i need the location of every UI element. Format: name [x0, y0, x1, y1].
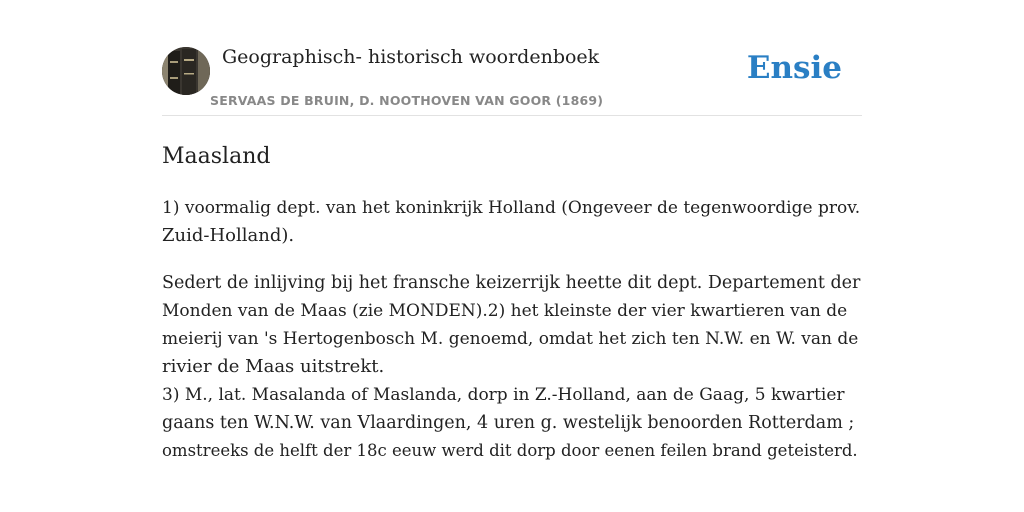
text-line: gaans ten W.N.W. van Vlaardingen, 4 uren g. westelijk benoorden Rotterdam ;: [162, 413, 855, 433]
ensie-logo-link[interactable]: Ensie: [746, 50, 842, 86]
book-title[interactable]: Geographisch- historisch woordenboek: [222, 46, 600, 68]
text-line: meierij van 's Hertogenbosch M. genoemd, omdat het zich ten N.W. en W. van de: [162, 329, 859, 349]
entry-content: [162, 138, 862, 484]
text-line: Sedert de inlijving bij het fransche keizerrijk heette dit dept. Departement der: [162, 273, 861, 293]
text-line: Zuid-Holland).: [162, 225, 295, 246]
text-line: omstreeks de helft der 18c eeuw werd dit dorp door eenen feilen brand geteisterd.: [162, 441, 858, 460]
definition-paragraph: [162, 269, 862, 465]
definition-paragraph: [162, 194, 862, 250]
text-line: rivier de Maas uitstrekt.: [162, 356, 385, 377]
text-line: Monden van de Maas (zie MONDEN).2) het kleinste der vier kwartieren van de: [162, 301, 848, 321]
old-books-icon: [162, 47, 210, 95]
book-cover-avatar[interactable]: [162, 47, 210, 95]
entry-title: Maasland: [162, 144, 271, 169]
book-header: [162, 38, 862, 116]
text-line: 1) voormalig dept. van het koninkrijk Holland (Ongeveer de tegenwoordige prov.: [162, 198, 861, 218]
book-author: SERVAAS DE BRUIN, D. NOOTHOVEN VAN GOOR (1869): [210, 93, 604, 108]
text-line: 3) M., lat. Masalanda of Maslanda, dorp in Z.-Holland, aan de Gaag, 5 kwartier: [162, 385, 845, 405]
